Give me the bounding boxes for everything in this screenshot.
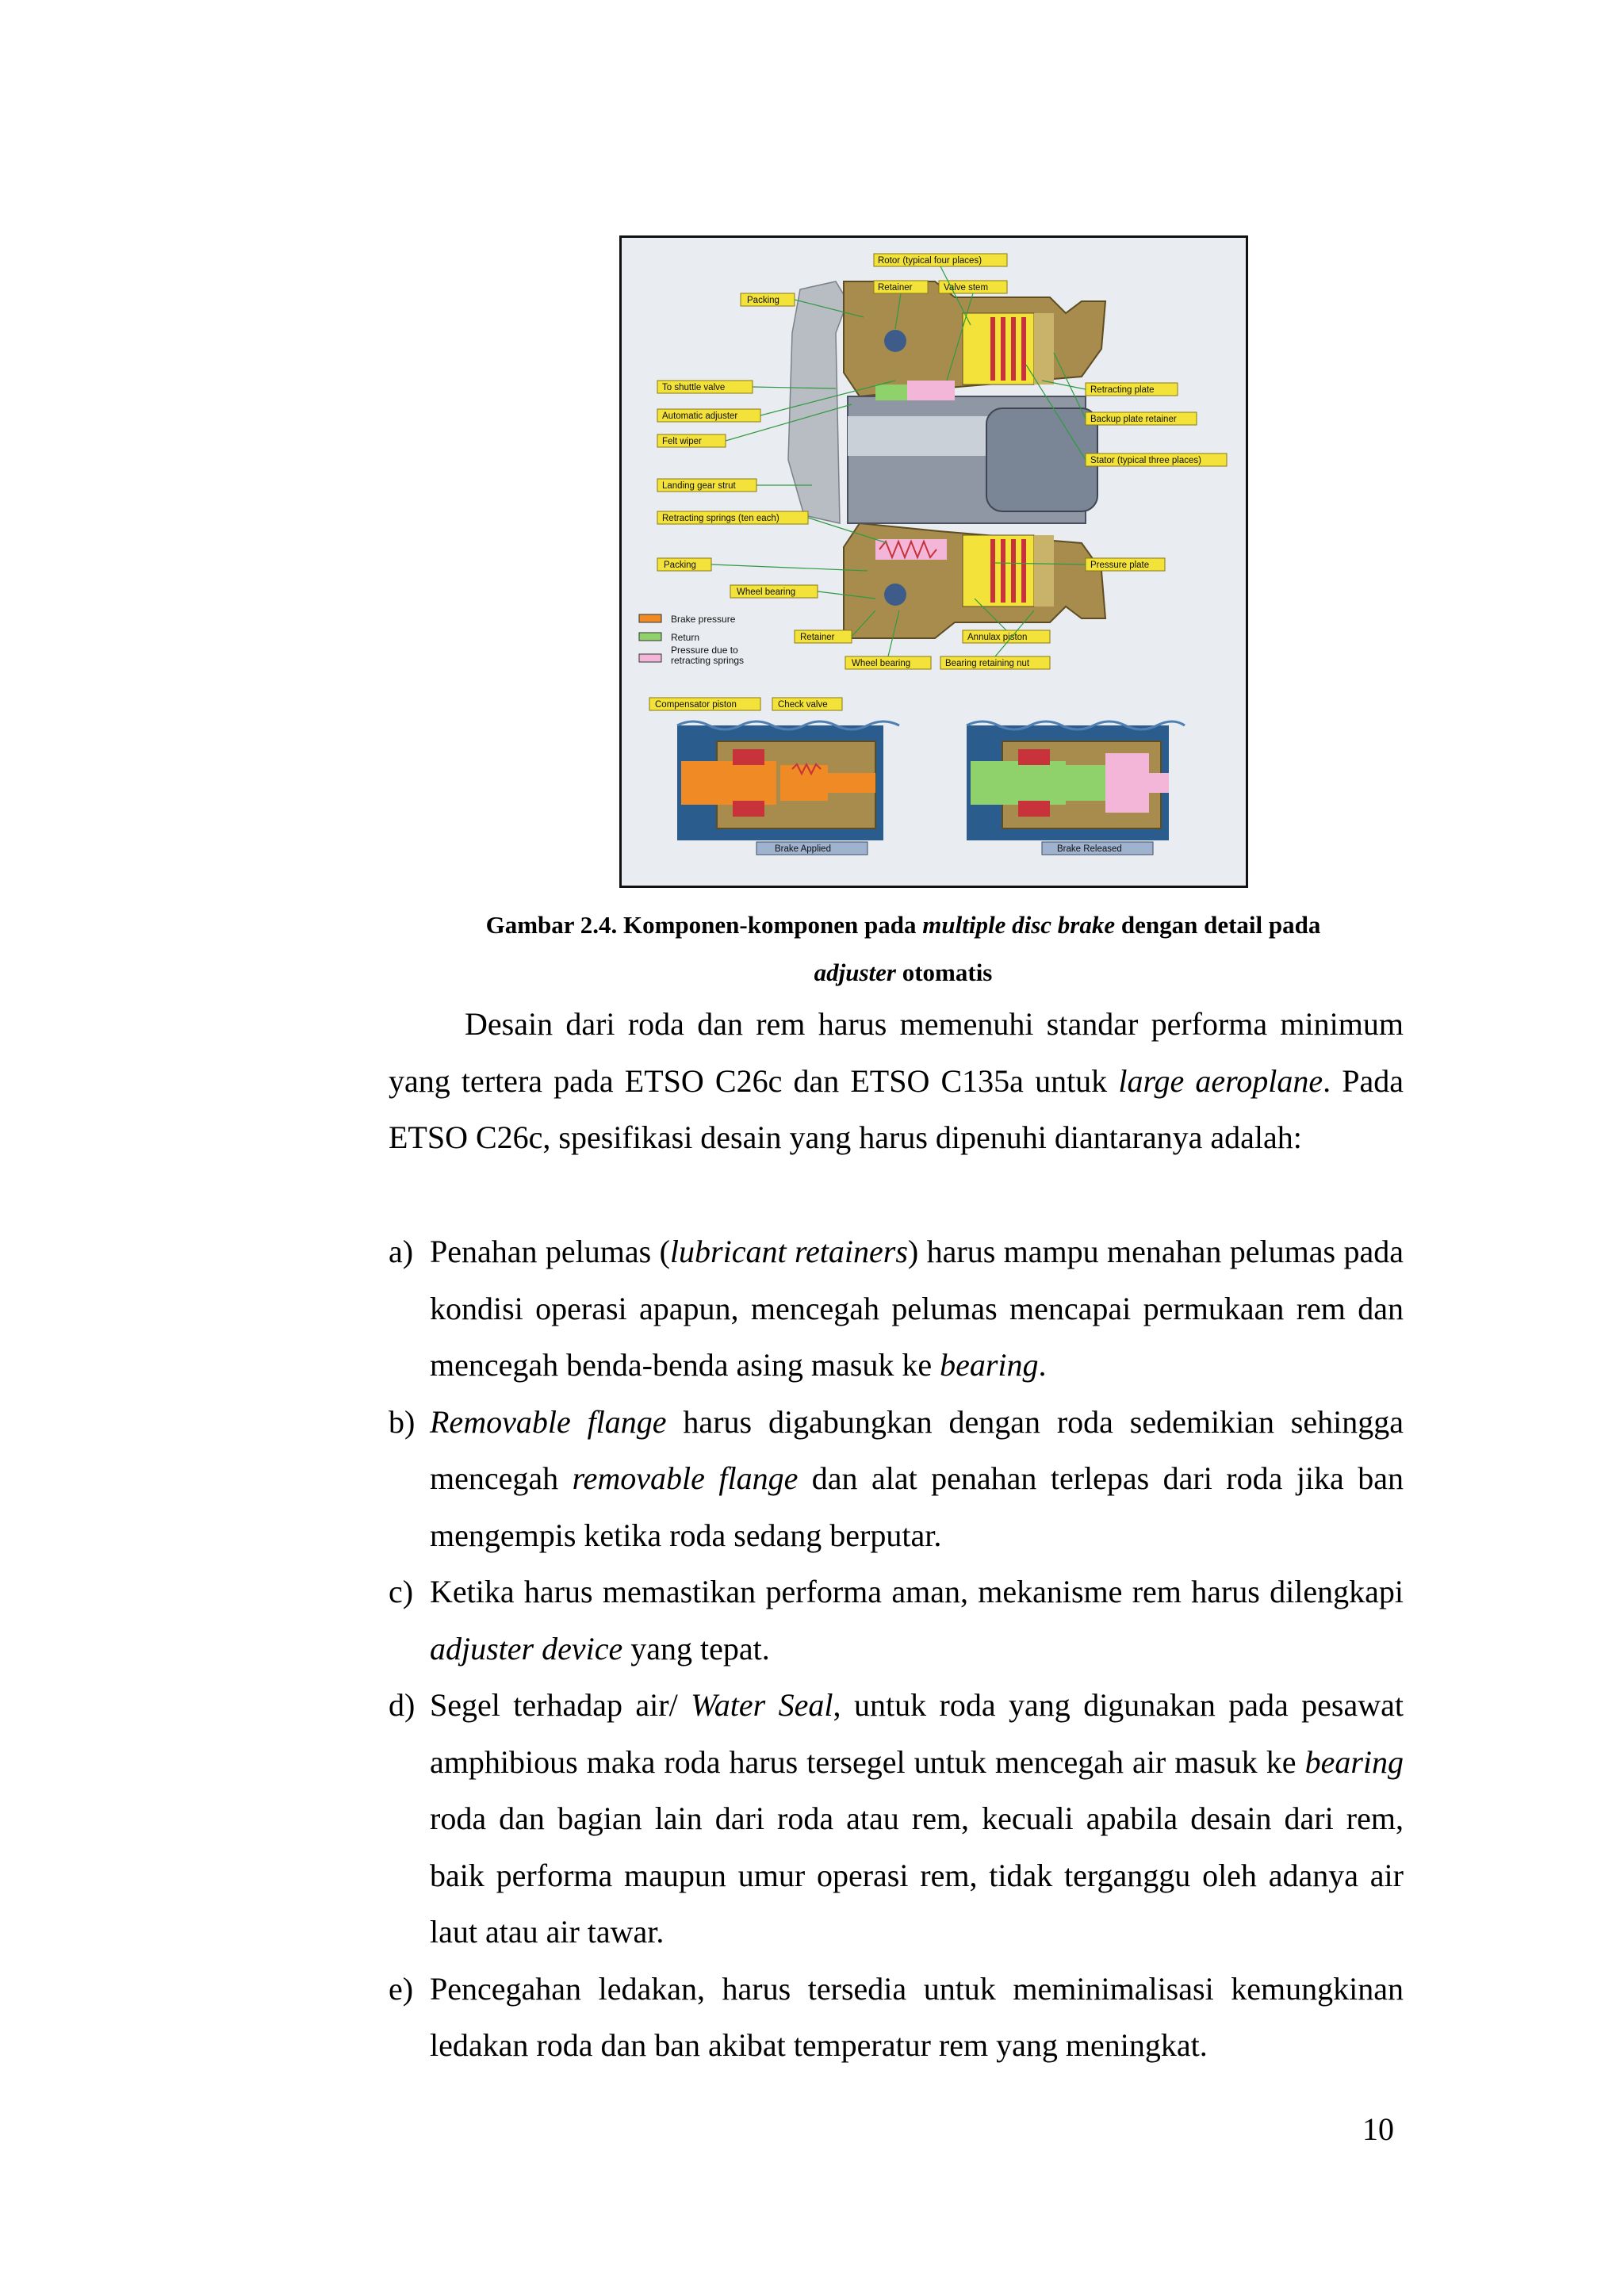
list-d-italic-1: Water Seal xyxy=(691,1687,833,1723)
detail-brake-applied xyxy=(677,721,899,855)
list-b-italic-2: removable flange xyxy=(572,1460,799,1496)
list-marker: b) xyxy=(389,1403,416,1440)
legend-springs-line2: retracting springs xyxy=(671,655,745,666)
label-pressure-plate: Pressure plate xyxy=(1090,561,1150,570)
label-retracting-plate: Retracting plate xyxy=(1090,385,1155,395)
list-b-italic-1: Removable flange xyxy=(430,1403,667,1440)
caption-middle: dengan detail pada xyxy=(1115,911,1321,939)
list-d-text-1: Segel terhadap air/ xyxy=(430,1687,691,1723)
figure-caption-line1 xyxy=(389,909,1418,941)
label-retainer-top: Retainer xyxy=(878,283,913,293)
list-c-text-2: yang tepat. xyxy=(622,1630,770,1667)
label-packing-top: Packing xyxy=(747,296,779,305)
list-a-text-3: . xyxy=(1038,1347,1047,1383)
figure-caption-line2 xyxy=(389,957,1418,989)
page-number: 10 xyxy=(1362,2111,1394,2147)
label-bearing-retaining-nut: Bearing retaining nut xyxy=(945,659,1030,668)
label-annular-piston: Annulax piston xyxy=(967,633,1028,642)
list-b-text-1: harus digabungkan dengan roda sedemikian sehingga mencegah xyxy=(430,1403,1404,1496)
list-marker: d) xyxy=(389,1687,416,1723)
label-stator: Stator (typical three places) xyxy=(1090,456,1201,465)
list-c-text-1: Ketika harus memastikan performa aman, mekanisme rem harus dilengkapi xyxy=(430,1574,1404,1609)
list-item-a xyxy=(389,1223,1404,1394)
list-a-italic-1: lubricant retainers xyxy=(669,1234,908,1269)
requirements-list xyxy=(389,1223,1404,2074)
label-wheel-bearing-bottom: Wheel bearing xyxy=(852,659,911,668)
label-compensator-piston: Compensator piston xyxy=(655,700,737,710)
label-backup-plate-retainer: Backup plate retainer xyxy=(1090,415,1177,424)
paragraph-italic-large-aeroplane: large aeroplane xyxy=(1118,1062,1323,1099)
paragraph-text-2: . Pada ETSO C26c, spesifikasi desain yang harus dipenuhi diantaranya adalah: xyxy=(389,1062,1404,1155)
list-item-b xyxy=(389,1394,1404,1564)
label-retainer-bottom: Retainer xyxy=(800,633,835,642)
label-felt-wiper: Felt wiper xyxy=(662,437,702,446)
label-rotor: Rotor (typical four places) xyxy=(878,256,982,266)
detail-brake-released xyxy=(967,721,1185,855)
label-brake-released: Brake Released xyxy=(1057,844,1122,854)
brake-diagram-figure xyxy=(619,235,1248,888)
caption-italic-adjuster: adjuster xyxy=(814,959,896,986)
label-brake-applied: Brake Applied xyxy=(775,844,831,854)
legend-return: Return xyxy=(671,632,700,643)
legend-brake-pressure: Brake pressure xyxy=(671,614,736,625)
list-item-e xyxy=(389,1961,1404,2074)
label-wheel-bearing-left: Wheel bearing xyxy=(737,587,796,597)
caption-prefix: Gambar 2.4. Komponen-komponen pada xyxy=(485,911,923,939)
list-e-text-1: Pencegahan ledakan, harus tersedia untuk meminimalisasi kemungkinan ledakan roda dan ban akibat temperatur rem yang meningkat. xyxy=(430,1970,1404,2063)
list-d-text-3: roda dan bagian lain dari roda atau rem, kecuali apabila desain dari rem, baik performa maupun umur operasi rem, tidak terganggu oleh adanya air laut atau air tawar. xyxy=(430,1800,1404,1950)
list-a-text-2: ) harus mampu menahan pelumas pada kondisi operasi apapun, mencegah pelumas mencapai permukaan rem dan mencegah benda-benda asing masuk ke xyxy=(430,1234,1404,1383)
label-packing-bottom: Packing xyxy=(664,561,696,570)
list-marker: c) xyxy=(389,1574,414,1609)
list-item-d xyxy=(389,1677,1404,1961)
list-item-c xyxy=(389,1563,1404,1677)
brake-diagram xyxy=(622,238,1246,886)
label-valve-stem: Valve stem xyxy=(944,283,989,293)
label-to-shuttle-valve: To shuttle valve xyxy=(662,383,726,392)
list-marker: e) xyxy=(389,1970,414,2007)
list-d-italic-2: bearing xyxy=(1304,1743,1404,1780)
list-d-text-2: , untuk roda yang digunakan pada pesawat amphibious maka roda harus tersegel untuk mencegah air masuk ke xyxy=(430,1687,1404,1780)
label-automatic-adjuster: Automatic adjuster xyxy=(662,411,738,421)
paragraph-text-1: Desain dari roda dan rem harus memenuhi standar performa minimum yang tertera pada ETSO C26c dan ETSO C135a untuk xyxy=(389,1006,1404,1099)
legend-springs-line1: Pressure due to xyxy=(671,645,738,656)
caption-suffix: otomatis xyxy=(895,959,993,986)
label-landing-gear-strut: Landing gear strut xyxy=(662,481,736,491)
list-b-text-2: dan alat penahan terlepas dari roda jika ban mengempis ketika roda sedang berputar. xyxy=(430,1460,1404,1553)
label-retracting-springs: Retracting springs (ten each) xyxy=(662,514,779,523)
list-c-italic-1: adjuster device xyxy=(430,1630,623,1667)
list-a-text-1: Penahan pelumas ( xyxy=(430,1234,670,1269)
list-a-italic-2: bearing xyxy=(940,1347,1039,1383)
brake-housing xyxy=(844,281,1105,638)
list-marker: a) xyxy=(389,1234,414,1269)
label-check-valve: Check valve xyxy=(778,700,828,710)
caption-italic-multiple-disc-brake: multiple disc brake xyxy=(922,911,1116,939)
body-paragraph xyxy=(389,996,1404,1166)
